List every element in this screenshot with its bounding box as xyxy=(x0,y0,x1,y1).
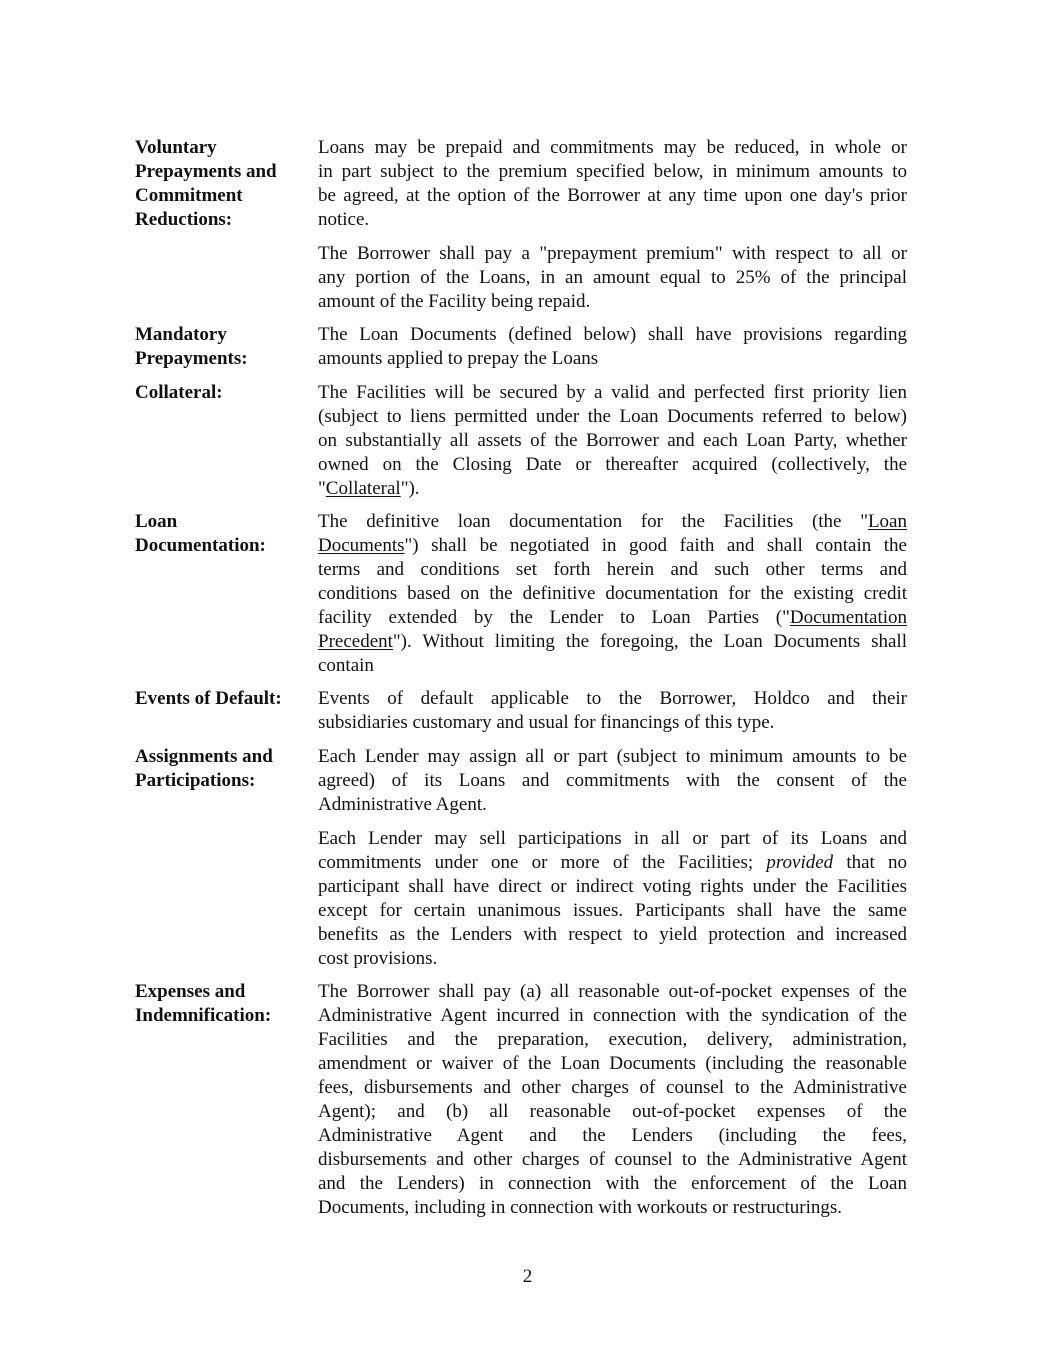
text-line xyxy=(318,630,907,654)
label-line: Participations: xyxy=(135,770,256,791)
term-body xyxy=(318,687,907,745)
text-line: notice. xyxy=(318,209,370,230)
label-line: Mandatory xyxy=(135,324,227,345)
label-line: Events of Default: xyxy=(135,688,282,709)
text-line: except for certain unanimous issues. Participants shall have the same xyxy=(318,900,907,921)
term-label xyxy=(135,136,310,232)
term-label xyxy=(135,980,310,1028)
paragraph xyxy=(318,381,907,501)
text-line: Administrative Agent and the Lenders (including the fees, xyxy=(318,1125,907,1146)
term-body xyxy=(318,381,907,511)
text-line: cost provisions. xyxy=(318,948,438,969)
label-line: Commitment xyxy=(135,185,243,206)
text-line: fees, disbursements and other charges of counsel to the Administrative xyxy=(318,1077,907,1098)
text-line: Loans may be prepaid and commitments may be reduced, in whole or xyxy=(318,137,907,158)
paragraph xyxy=(318,980,907,1220)
text-line: agreed) of its Loans and commitments with the consent of the xyxy=(318,770,907,791)
paragraph xyxy=(318,510,907,678)
text-line: on substantially all assets of the Borrower and each Loan Party, whether xyxy=(318,430,907,451)
text-line: The Borrower shall pay a "prepayment premium" with respect to all or xyxy=(318,243,907,264)
italic-term-provided: provided xyxy=(766,852,834,873)
text-line: conditions based on the definitive documentation for the existing credit xyxy=(318,583,907,604)
text-line: Administrative Agent. xyxy=(318,794,487,815)
text-line: Agent); and (b) all reasonable out-of-pocket expenses of the xyxy=(318,1101,907,1122)
label-line: Assignments and xyxy=(135,746,273,767)
term-body xyxy=(318,510,907,688)
defined-term-loan-documents: Documents xyxy=(318,535,405,556)
label-line: Loan xyxy=(135,511,178,532)
label-line: Indemnification: xyxy=(135,1005,272,1026)
term-body xyxy=(318,745,907,981)
text-fragment: ") shall be negotiated in good faith and shall contain the xyxy=(404,535,907,556)
text-line: Events of default applicable to the Borrower, Holdco and their xyxy=(318,688,907,709)
term-label xyxy=(135,381,310,405)
text-line: amount of the Facility being repaid. xyxy=(318,291,591,312)
defined-term-documentation-precedent: Documentation xyxy=(789,607,907,628)
paragraph xyxy=(318,136,907,232)
text-line: The Borrower shall pay (a) all reasonable out-of-pocket expenses of the xyxy=(318,981,907,1002)
term-label xyxy=(135,687,310,711)
text-line xyxy=(318,477,907,501)
text-line: in part subject to the premium specified below, in minimum amounts to xyxy=(318,161,907,182)
label-line: Prepayments and xyxy=(135,161,277,182)
label-line: Collateral: xyxy=(135,382,223,403)
paragraph xyxy=(318,745,907,817)
label-line: Reductions: xyxy=(135,209,233,230)
text-line: Documents, including in connection with workouts or restructurings. xyxy=(318,1197,842,1218)
text-line: (subject to liens permitted under the Loan Documents referred to below) xyxy=(318,406,907,427)
text-fragment: that no xyxy=(833,852,908,873)
text-line: any portion of the Loans, in an amount equal to 25% of the principal xyxy=(318,267,907,288)
text-line: benefits as the Lenders with respect to yield protection and increased xyxy=(318,924,907,945)
text-line: terms and conditions set forth herein and such other terms and xyxy=(318,559,907,580)
text-line: Each Lender may assign all or part (subject to minimum amounts to be xyxy=(318,746,907,767)
text-line: be agreed, at the option of the Borrower at any time upon one day's prior xyxy=(318,185,907,206)
text-line xyxy=(318,851,907,875)
text-line: amounts applied to prepay the Loans xyxy=(318,348,599,369)
page-number: 2 xyxy=(522,1266,533,1287)
term-body xyxy=(318,136,907,324)
term-label xyxy=(135,510,310,558)
text-line: Facilities and the preparation, execution, delivery, administration, xyxy=(318,1029,907,1050)
text-line: amendment or waiver of the Loan Documents (including the reasonable xyxy=(318,1053,907,1074)
defined-term-collateral: Collateral xyxy=(325,478,401,499)
text-line: owned on the Closing Date or thereafter acquired (collectively, the xyxy=(318,454,907,475)
paragraph xyxy=(318,827,907,971)
text-line: disbursements and other charges of counsel to the Administrative Agent xyxy=(318,1149,907,1170)
paragraph xyxy=(318,242,907,314)
text-line: and the Lenders) in connection with the enforcement of the Loan xyxy=(318,1173,907,1194)
label-line: Voluntary xyxy=(135,137,217,158)
term-body xyxy=(318,323,907,381)
term-label xyxy=(135,323,310,371)
text-fragment: " xyxy=(318,478,326,499)
text-fragment: facility extended by the Lender to Loan Parties (" xyxy=(318,607,790,628)
text-line: subsidiaries customary and usual for financings of this type. xyxy=(318,712,775,733)
text-line: contain xyxy=(318,655,374,676)
paragraph xyxy=(318,323,907,371)
text-line xyxy=(318,534,907,558)
text-line: Each Lender may sell participations in all or part of its Loans and xyxy=(318,828,907,849)
term-body xyxy=(318,980,907,1230)
defined-term-loan-documents: Loan xyxy=(867,511,907,532)
label-line: Expenses and xyxy=(135,981,246,1002)
text-fragment: commitments under one or more of the Facilities; xyxy=(318,852,767,873)
label-line: Documentation: xyxy=(135,535,266,556)
label-line: Prepayments: xyxy=(135,348,248,369)
text-line xyxy=(318,510,907,534)
text-line: The Facilities will be secured by a valid and perfected first priority lien xyxy=(318,382,907,403)
text-line xyxy=(318,606,907,630)
text-line: participant shall have direct or indirect voting rights under the Facilities xyxy=(318,876,907,897)
term-label xyxy=(135,745,310,793)
text-line: Administrative Agent incurred in connection with the syndication of the xyxy=(318,1005,907,1026)
defined-term-documentation-precedent: Precedent xyxy=(318,631,393,652)
paragraph xyxy=(318,687,907,735)
text-fragment: The definitive loan documentation for the Facilities (the " xyxy=(318,511,868,532)
text-line: The Loan Documents (defined below) shall have provisions regarding xyxy=(318,324,907,345)
text-fragment: "). xyxy=(400,478,420,499)
text-fragment: "). Without limiting the foregoing, the Loan Documents shall xyxy=(392,631,907,652)
